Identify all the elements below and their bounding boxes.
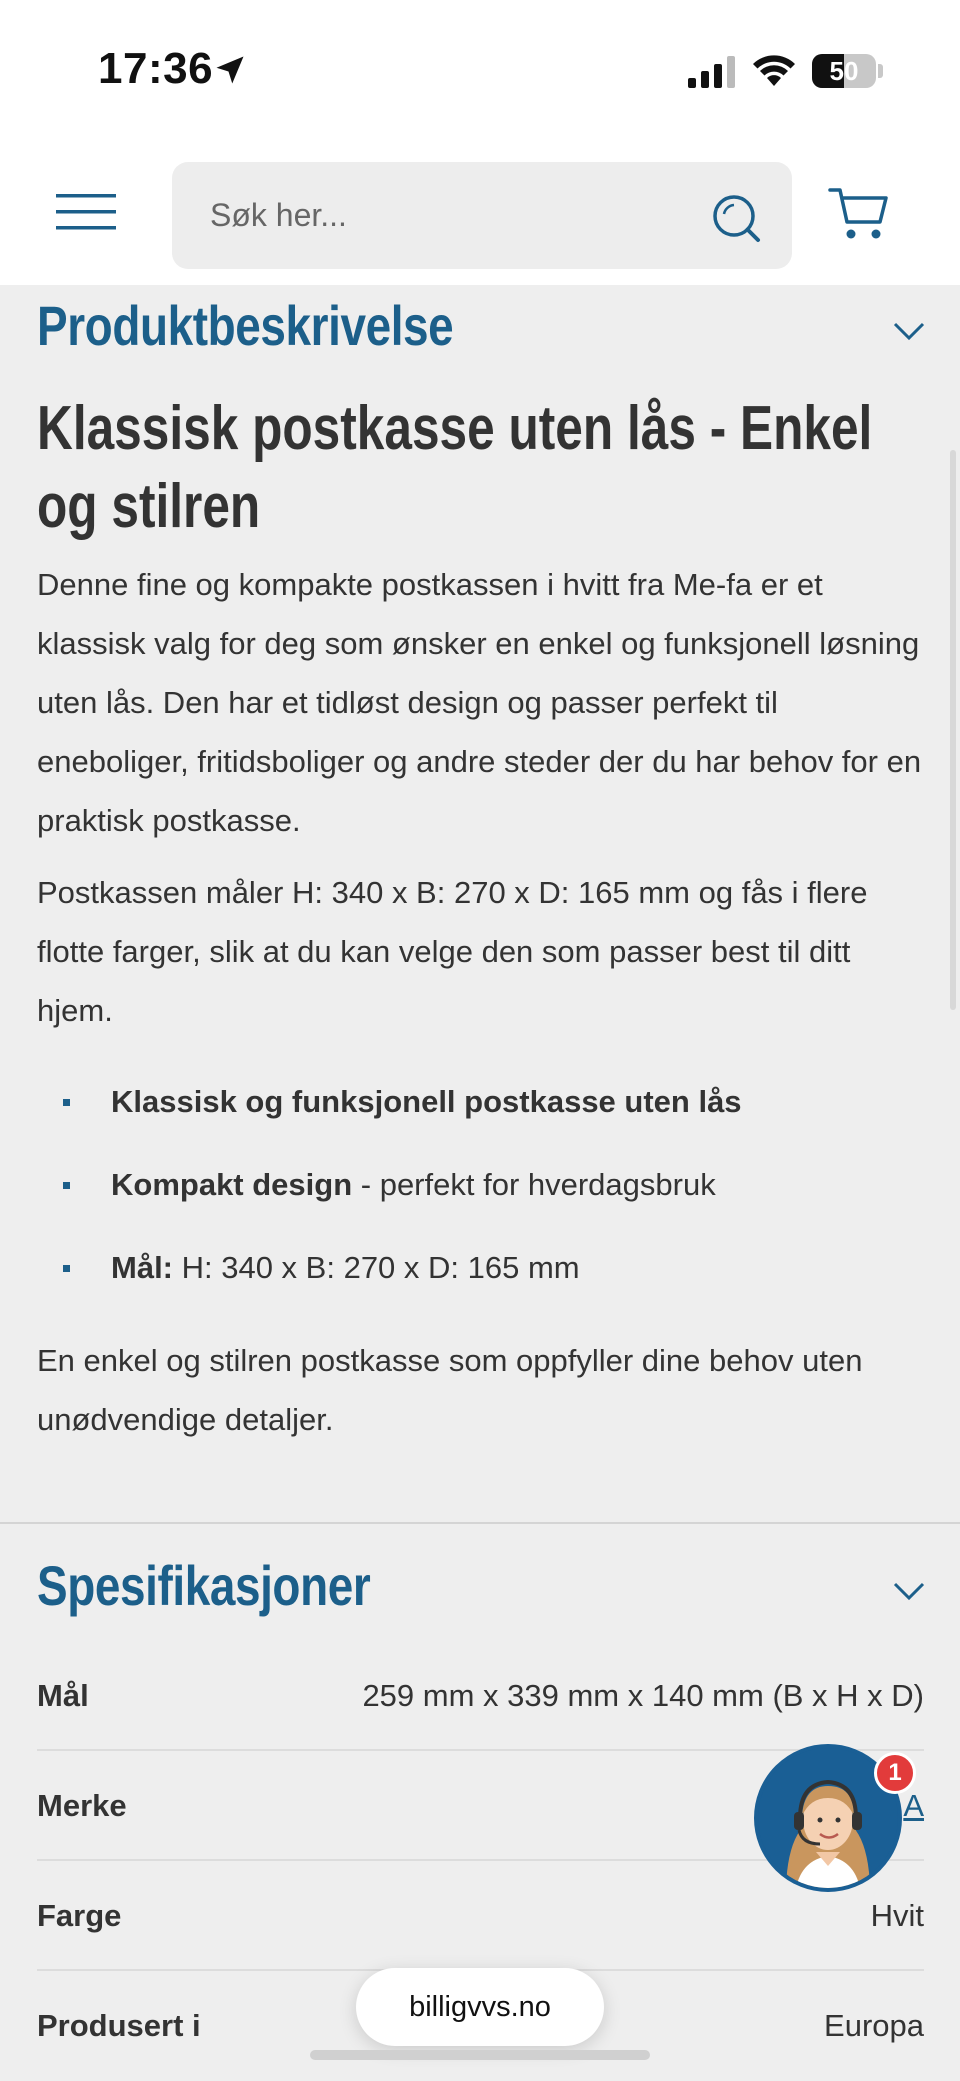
description-paragraph: En enkel og stilren postkasse som oppfyller dine behov uten unødvendige detaljer. xyxy=(37,1343,863,1437)
spec-label: Mål xyxy=(37,1678,89,1713)
hamburger-menu-icon[interactable] xyxy=(56,192,116,232)
spec-value: 259 mm x 339 mm x 140 mm (B x H x D) xyxy=(362,1678,924,1713)
spec-label: Produsert i xyxy=(37,2008,201,2043)
search-input[interactable] xyxy=(210,162,680,269)
list-item-bold: Klassisk og funksjonell postkasse uten lås xyxy=(111,1084,742,1119)
list-item-text: H: 340 x B: 270 x D: 165 mm xyxy=(173,1250,580,1285)
description-section-title[interactable]: Produktbeskrivelse xyxy=(37,294,454,357)
status-time: 17:36 xyxy=(98,44,214,93)
description-paragraph: Denne fine og kompakte postkassen i hvitt fra Me-fa er et klassisk valg for deg som ønsker en enkel og funksjonell løsning uten lås. Den har et tidløst design og passer perfekt til eneboliger, fritidsboliger og andre steder der du har behov for en praktisk postkasse. xyxy=(37,567,922,838)
feature-list xyxy=(37,1080,927,1329)
brand-link[interactable]: A xyxy=(903,1788,924,1823)
list-item xyxy=(37,1163,927,1246)
table-row xyxy=(37,1641,924,1751)
site-header xyxy=(0,140,960,285)
specifications-section-title[interactable]: Spesifikasjoner xyxy=(37,1554,371,1617)
list-item-bold: Kompakt design xyxy=(111,1167,353,1202)
chevron-down-icon[interactable] xyxy=(892,321,926,341)
list-item-bold: Mål: xyxy=(111,1250,173,1285)
spec-label: Merke xyxy=(37,1788,127,1823)
battery-cap xyxy=(878,64,883,78)
home-indicator[interactable] xyxy=(310,2050,650,2060)
spec-value: Hvit xyxy=(870,1898,924,1933)
cellular-signal-icon xyxy=(688,56,736,88)
spec-label: Farge xyxy=(37,1898,122,1933)
battery-level: 50 xyxy=(829,56,859,86)
search-icon[interactable] xyxy=(710,192,762,244)
url-bar[interactable]: billigvvs.no xyxy=(356,1968,604,2046)
list-item xyxy=(37,1080,927,1163)
status-bar xyxy=(0,0,960,140)
list-item xyxy=(37,1246,927,1329)
search-box xyxy=(172,162,792,269)
product-heading: Klassisk postkasse uten lås - Enkel og stilren xyxy=(37,394,873,541)
notification-badge: 1 xyxy=(874,1752,916,1794)
cart-icon[interactable] xyxy=(828,184,890,244)
section-divider xyxy=(0,1522,960,1524)
battery-icon xyxy=(812,54,876,88)
chevron-down-icon[interactable] xyxy=(892,1581,926,1601)
location-arrow-icon xyxy=(212,52,248,88)
description-paragraph: Postkassen måler H: 340 x B: 270 x D: 165 mm og fås i flere flotte farger, slik at du kan velge den som passer best til ditt hjem. xyxy=(37,875,868,1028)
spec-value: Europa xyxy=(824,2008,924,2043)
scrollbar[interactable] xyxy=(950,450,956,1010)
wifi-icon xyxy=(752,50,796,88)
list-item-text: - perfekt for hverdagsbruk xyxy=(352,1167,716,1202)
